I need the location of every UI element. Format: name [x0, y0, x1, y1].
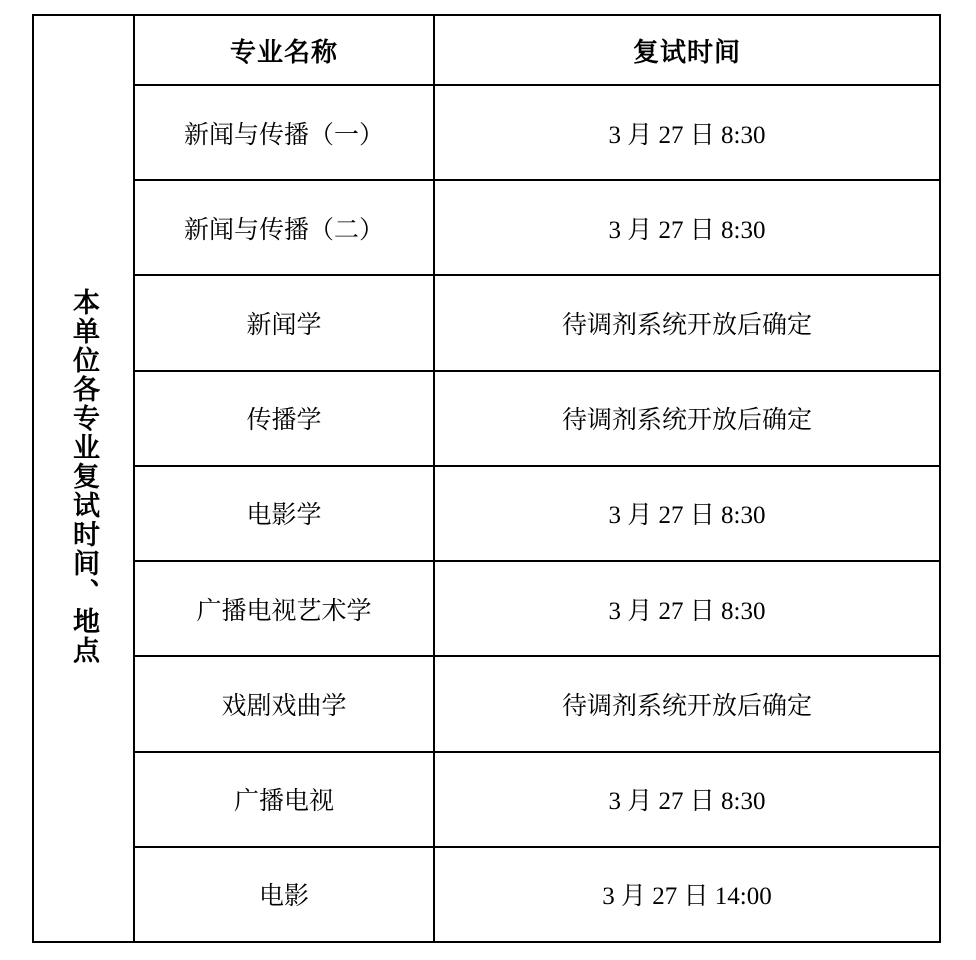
major-cell: 电影学	[134, 466, 434, 561]
table-row	[33, 180, 940, 275]
major-cell: 新闻与传播（二）	[134, 180, 434, 275]
major-cell: 广播电视	[134, 752, 434, 847]
time-cell: 3 月 27 日 8:30	[434, 180, 940, 275]
table-row	[33, 85, 940, 180]
col-header-major: 专业名称	[134, 15, 434, 85]
major-cell: 戏剧戏曲学	[134, 656, 434, 751]
major-cell: 广播电视艺术学	[134, 561, 434, 656]
merged-row-header-cell	[33, 15, 134, 942]
table-row	[33, 656, 940, 751]
major-cell: 传播学	[134, 371, 434, 466]
vertical-row-header-label: 本单位各专业复试时间、地点	[69, 287, 99, 665]
table-header-row	[33, 15, 940, 85]
col-header-time: 复试时间	[434, 15, 940, 85]
time-cell: 待调剂系统开放后确定	[434, 275, 940, 370]
major-cell: 电影	[134, 847, 434, 942]
time-cell: 3 月 27 日 8:30	[434, 752, 940, 847]
major-cell: 新闻学	[134, 275, 434, 370]
time-cell: 3 月 27 日 8:30	[434, 85, 940, 180]
major-cell: 新闻与传播（一）	[134, 85, 434, 180]
table-row	[33, 371, 940, 466]
table-row	[33, 752, 940, 847]
time-cell: 待调剂系统开放后确定	[434, 656, 940, 751]
table-row	[33, 561, 940, 656]
table-row	[33, 275, 940, 370]
reexam-schedule-table	[32, 14, 941, 943]
time-cell: 3 月 27 日 14:00	[434, 847, 940, 942]
time-cell: 3 月 27 日 8:30	[434, 561, 940, 656]
time-cell: 待调剂系统开放后确定	[434, 371, 940, 466]
time-cell: 3 月 27 日 8:30	[434, 466, 940, 561]
table-row	[33, 466, 940, 561]
table-row	[33, 847, 940, 942]
